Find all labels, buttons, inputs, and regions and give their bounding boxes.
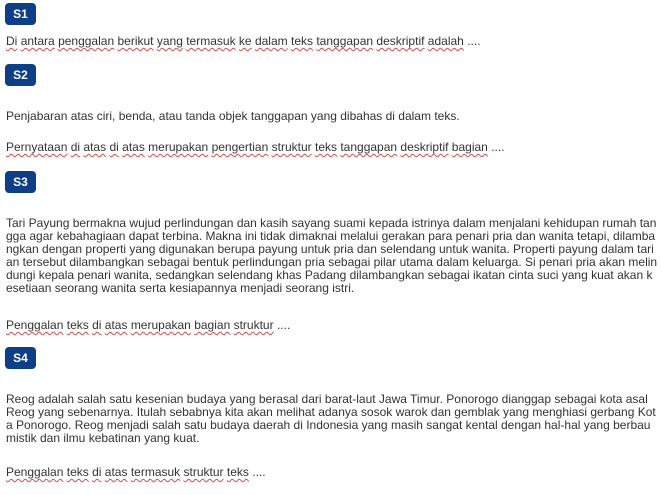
question-passage [6,393,657,445]
question-prompt: Penggalan teks di atas termasuk struktur teks .... [6,465,266,479]
question-passage: Penjabaran atas ciri, benda, atau tanda objek tanggapan yang dibahas di dalam teks. [6,109,460,123]
passage-line: gga agar kebahagiaan dapat terbina. Makna ini tidak dimaknai melalui gerakan para penari pria dan wanita tetapi, dilamba [6,229,656,243]
question-prompt: Penggalan teks di atas merupakan bagian struktur .... [6,318,291,332]
passage-line: Reog yang sebenarnya. Itulah sebabnya kita akan melihat adanya sosok warok dan gemblak yang menghiasi gerbang Kot [6,405,656,419]
question-number-badge: S1 [5,3,36,25]
passage-line: ngkan dengan properti yang digunakan berupa payung untuk pria dan selendang untuk wanita. Properti payung dalam tari [6,242,654,256]
passage-line: Reog adalah salah satu kesenian budaya yang berasal dari barat-laut Jawa Timur. Ponorogo dianggap sebagai kota asal [6,392,648,406]
passage-line: mistik dan ilmu kebatinan yang kuat. [6,431,200,445]
passage-line: dungi kepala penari wanita, sedangkan selendang khas Padang dilambangkan sebagai ikatan cinta suci yang kuat akan k [6,268,653,282]
question-prompt: Pernyataan di atas di atas merupakan pengertian struktur teks tanggapan deskriptif bagian .... [6,140,505,154]
question-number-badge: S3 [5,171,36,193]
question-number-badge: S4 [5,347,36,369]
question-number-badge: S2 [5,64,36,86]
passage-line: an tersebut dilambangkan sebagai bentuk perlindungan pria sebagai pilar utama dalam keluarga. Si penari pria akan melin [6,255,658,269]
question-passage [6,217,657,295]
passage-line: a Ponorogo. Reog menjadi salah satu budaya daerah di Indonesia yang masih sangat kental dengan hal-hal yang berbau [6,418,651,432]
question-prompt: Di antara penggalan berikut yang termasuk ke dalam teks tanggapan deskriptif adalah .... [6,34,481,48]
passage-line: esetiaan seorang wanita serta kesiapannya menjadi seorang istri. [6,281,355,295]
passage-line: Tari Payung bermakna wujud perlindungan dan kasih sayang suami kepada istrinya dalam menjalani kehidupan rumah tan [6,216,657,230]
